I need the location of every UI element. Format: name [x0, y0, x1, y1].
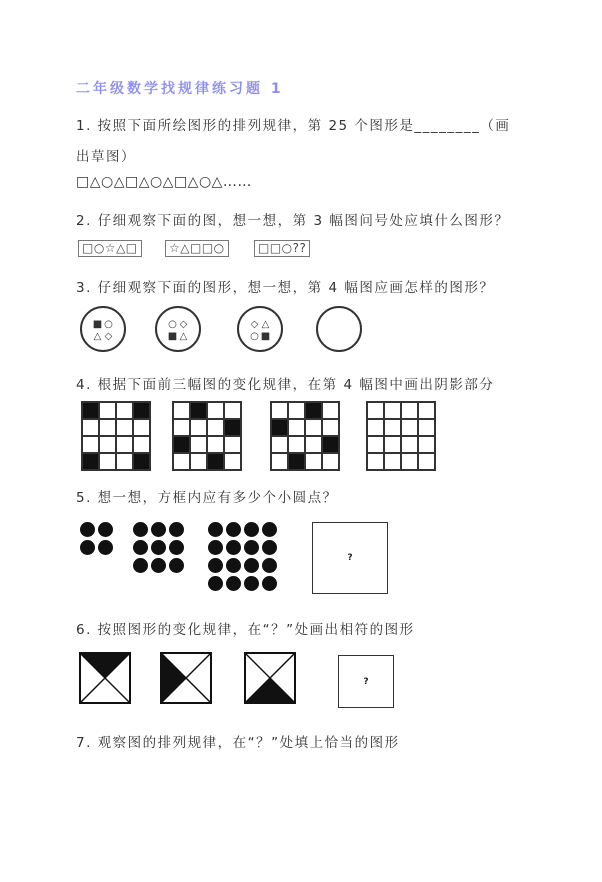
grid-cell: [190, 453, 207, 470]
dot: [262, 576, 277, 591]
dot: [169, 540, 184, 555]
grid-cell: [207, 453, 224, 470]
grid-cell: [322, 402, 339, 419]
shape-symbol: △: [179, 331, 188, 342]
circle-figure: [80, 306, 126, 352]
grid-cell: [173, 419, 190, 436]
grid-cell: [305, 436, 322, 453]
grid-cell: [322, 436, 339, 453]
dot: [244, 576, 259, 591]
dot: [169, 522, 184, 537]
grid-cell: [288, 453, 305, 470]
question-2-box-1: □○☆△□: [78, 240, 142, 257]
dot-grid: [133, 522, 184, 573]
grid-cell: [288, 419, 305, 436]
grid-cell[interactable]: [367, 436, 384, 453]
shading-grid[interactable]: [366, 401, 436, 471]
grid-cell: [99, 453, 116, 470]
grid-cell[interactable]: [401, 402, 418, 419]
grid-cell[interactable]: [384, 436, 401, 453]
dot: [151, 522, 166, 537]
grid-cell: [190, 436, 207, 453]
grid-cell: [173, 453, 190, 470]
grid-cell: [207, 436, 224, 453]
shading-grid: [270, 401, 340, 471]
question-1-shape-sequence: □△○△□△○△□△○△……: [76, 174, 252, 190]
shape-symbol: ■: [92, 319, 103, 330]
dot: [80, 540, 95, 555]
question-1-line2: 出草图）: [76, 149, 136, 165]
shading-grid: [172, 401, 242, 471]
grid-cell: [271, 402, 288, 419]
dot: [169, 558, 184, 573]
x-square-figure: [244, 652, 296, 704]
grid-cell[interactable]: [418, 402, 435, 419]
shading-grid: [81, 401, 151, 471]
grid-cell: [207, 402, 224, 419]
grid-cell: [271, 453, 288, 470]
question-2-box-2: ☆△□□○: [165, 240, 229, 257]
grid-cell[interactable]: [401, 419, 418, 436]
dot: [262, 540, 277, 555]
grid-cell: [116, 419, 133, 436]
dot-grid: [208, 522, 277, 591]
dot: [133, 522, 148, 537]
dot: [226, 540, 241, 555]
grid-cell: [82, 402, 99, 419]
dot: [226, 522, 241, 537]
circle-figure: [237, 306, 283, 352]
grid-cell: [224, 419, 241, 436]
dot: [244, 558, 259, 573]
grid-cell: [133, 402, 150, 419]
grid-cell: [190, 419, 207, 436]
grid-cell: [133, 453, 150, 470]
grid-cell[interactable]: [401, 453, 418, 470]
dot: [244, 540, 259, 555]
grid-cell: [271, 419, 288, 436]
dot: [262, 522, 277, 537]
grid-cell: [99, 419, 116, 436]
grid-cell: [116, 436, 133, 453]
grid-cell: [322, 419, 339, 436]
shape-symbol: ○: [104, 319, 113, 330]
dot: [98, 522, 113, 537]
x-square-figure: [160, 652, 212, 704]
grid-cell[interactable]: [367, 419, 384, 436]
shape-symbol: ■: [260, 331, 271, 342]
dot: [151, 540, 166, 555]
circle-figure: [155, 306, 201, 352]
dot: [208, 540, 223, 555]
question-1-line1: 1. 按照下面所绘图形的排列规律，第 25 个图形是________（画: [76, 118, 511, 134]
dot: [208, 558, 223, 573]
grid-cell[interactable]: [418, 419, 435, 436]
dot: [133, 540, 148, 555]
shape-symbol: ■: [167, 331, 178, 342]
grid-cell: [99, 436, 116, 453]
grid-cell: [82, 419, 99, 436]
grid-cell[interactable]: [384, 402, 401, 419]
shape-symbol: ◇: [250, 319, 259, 330]
dot: [80, 522, 95, 537]
grid-cell[interactable]: [367, 453, 384, 470]
worksheet-title: 二年级数学找规律练习题 1: [76, 81, 284, 97]
dot: [98, 540, 113, 555]
shape-symbol: ○: [168, 319, 177, 330]
dot: [133, 558, 148, 573]
grid-cell: [305, 453, 322, 470]
circle-figure[interactable]: [316, 306, 362, 352]
question-2-box-3: □□○??: [254, 240, 310, 257]
question-5-text: 5. 想一想，方框内应有多少个小圆点？: [76, 490, 338, 506]
grid-cell: [322, 453, 339, 470]
dot: [208, 576, 223, 591]
dot: [226, 558, 241, 573]
grid-cell: [305, 419, 322, 436]
grid-cell: [207, 419, 224, 436]
grid-cell: [116, 453, 133, 470]
grid-cell: [82, 436, 99, 453]
shape-symbol: ◇: [104, 331, 113, 342]
question-2-text: 2. 仔细观察下面的图，想一想，第 3 幅图问号处应填什么图形？: [76, 213, 510, 229]
grid-cell: [116, 402, 133, 419]
grid-cell: [99, 402, 116, 419]
grid-cell[interactable]: [418, 453, 435, 470]
grid-cell: [173, 436, 190, 453]
grid-cell: [173, 402, 190, 419]
grid-cell[interactable]: [401, 436, 418, 453]
question-6-text: 6. 按照图形的变化规律，在“？”处画出相符的图形: [76, 622, 415, 638]
shape-symbol: △: [93, 331, 102, 342]
shape-symbol: △: [261, 319, 270, 330]
dot-grid: [80, 522, 113, 555]
shape-symbol: ○: [250, 331, 259, 342]
dot: [151, 558, 166, 573]
dot: [208, 522, 223, 537]
grid-cell: [305, 402, 322, 419]
grid-cell: [224, 436, 241, 453]
x-square-figure: [79, 652, 131, 704]
grid-cell: [224, 453, 241, 470]
grid-cell: [288, 436, 305, 453]
question-6-answer-box[interactable]: ?: [338, 655, 394, 708]
grid-cell: [82, 453, 99, 470]
dot: [244, 522, 259, 537]
grid-cell: [288, 402, 305, 419]
dot: [262, 558, 277, 573]
question-3-text: 3. 仔细观察下面的图形，想一想，第 4 幅图应画怎样的图形？: [76, 280, 495, 296]
shape-symbol: ◇: [179, 319, 188, 330]
grid-cell[interactable]: [384, 453, 401, 470]
question-5-answer-box[interactable]: ?: [312, 522, 388, 594]
grid-cell: [133, 436, 150, 453]
grid-cell: [271, 436, 288, 453]
grid-cell: [133, 419, 150, 436]
question-4-text: 4. 根据下面前三幅图的变化规律，在第 4 幅图中画出阴影部分: [76, 377, 495, 393]
grid-cell[interactable]: [384, 419, 401, 436]
question-7-text: 7. 观察图的排列规律，在“？”处填上恰当的图形: [76, 735, 400, 751]
dot: [226, 576, 241, 591]
grid-cell: [224, 402, 241, 419]
grid-cell[interactable]: [367, 402, 384, 419]
grid-cell: [190, 402, 207, 419]
grid-cell[interactable]: [418, 436, 435, 453]
